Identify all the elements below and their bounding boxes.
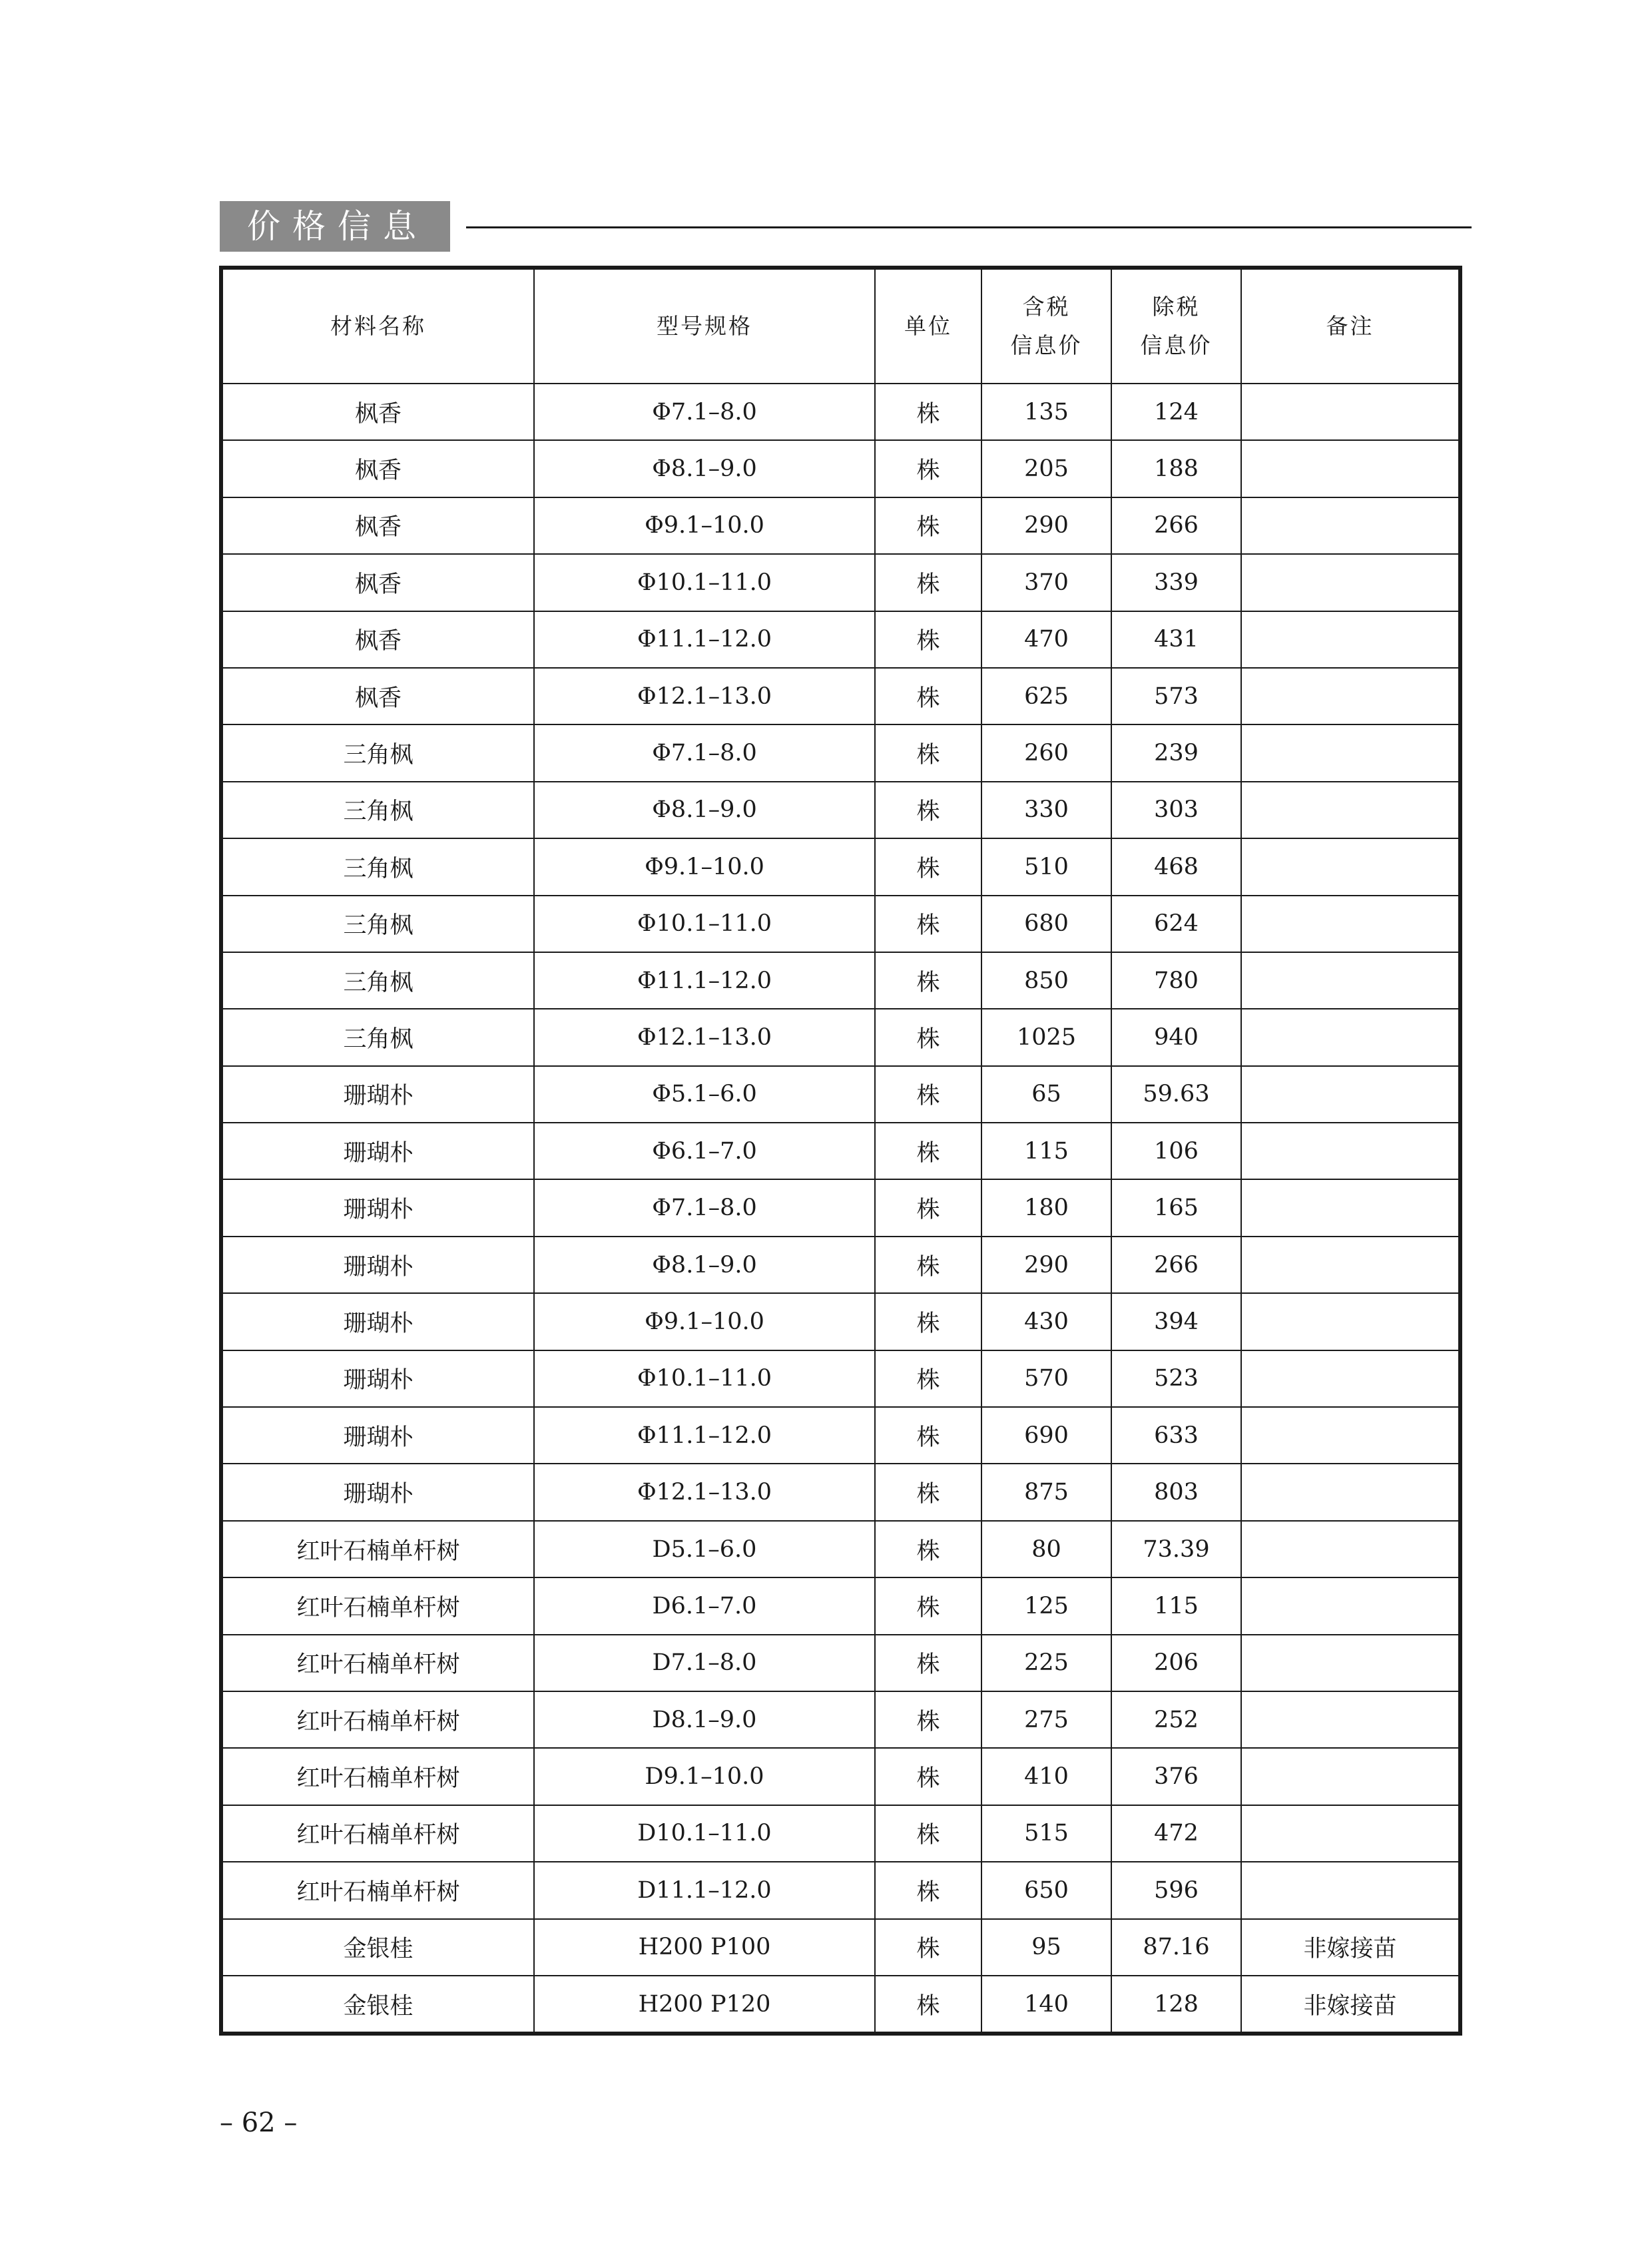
cell-model-spec: Φ10.1–11.0 (534, 1350, 875, 1407)
cell-unit: 株 (875, 1066, 981, 1123)
cell-tax-exclusive-price: 376 (1111, 1748, 1241, 1805)
cell-material-name: 红叶石楠单杆树 (221, 1521, 534, 1577)
cell-unit: 株 (875, 896, 981, 952)
cell-unit: 株 (875, 1464, 981, 1520)
cell-tax-exclusive-price: 252 (1111, 1691, 1241, 1748)
cell-tax-exclusive-price: 115 (1111, 1577, 1241, 1634)
cell-unit: 株 (875, 1748, 981, 1805)
cell-material-name: 金银桂 (221, 1919, 534, 1976)
cell-unit: 株 (875, 1179, 981, 1236)
table-row (221, 724, 1460, 781)
cell-tax-inclusive-price: 135 (981, 384, 1111, 440)
table-row (221, 1123, 1460, 1179)
cell-remarks (1241, 1009, 1460, 1065)
cell-model-spec: Φ12.1–13.0 (534, 1464, 875, 1520)
cell-tax-exclusive-price: 394 (1111, 1293, 1241, 1350)
cell-tax-exclusive-price: 59.63 (1111, 1066, 1241, 1123)
cell-material-name: 三角枫 (221, 838, 534, 895)
table-row (221, 1805, 1460, 1862)
cell-tax-exclusive-price: 780 (1111, 952, 1241, 1009)
cell-remarks (1241, 1123, 1460, 1179)
cell-unit: 株 (875, 782, 981, 838)
cell-model-spec: H200 P100 (534, 1919, 875, 1976)
cell-remarks (1241, 1066, 1460, 1123)
cell-model-spec: Φ10.1–11.0 (534, 896, 875, 952)
table-row (221, 1407, 1460, 1464)
cell-tax-inclusive-price: 410 (981, 1748, 1111, 1805)
cell-unit: 株 (875, 1123, 981, 1179)
cell-model-spec: D10.1–11.0 (534, 1805, 875, 1862)
cell-model-spec: Φ11.1–12.0 (534, 611, 875, 668)
cell-unit: 株 (875, 1919, 981, 1976)
header-material-name: 材料名称 (221, 268, 534, 384)
cell-unit: 株 (875, 1577, 981, 1634)
cell-remarks: 非嫁接苗 (1241, 1976, 1460, 2034)
cell-tax-exclusive-price: 266 (1111, 1237, 1241, 1293)
cell-model-spec: D7.1–8.0 (534, 1635, 875, 1691)
cell-material-name: 珊瑚朴 (221, 1179, 534, 1236)
cell-model-spec: D5.1–6.0 (534, 1521, 875, 1577)
cell-tax-exclusive-price: 239 (1111, 724, 1241, 781)
cell-material-name: 珊瑚朴 (221, 1407, 534, 1464)
cell-tax-exclusive-price: 188 (1111, 440, 1241, 497)
cell-tax-exclusive-price: 633 (1111, 1407, 1241, 1464)
table-row (221, 1237, 1460, 1293)
table-row (221, 952, 1460, 1009)
cell-unit: 株 (875, 554, 981, 611)
cell-material-name: 金银桂 (221, 1976, 534, 2034)
cell-material-name: 三角枫 (221, 896, 534, 952)
cell-material-name: 红叶石楠单杆树 (221, 1691, 534, 1748)
cell-unit: 株 (875, 952, 981, 1009)
cell-tax-exclusive-price: 303 (1111, 782, 1241, 838)
cell-tax-inclusive-price: 625 (981, 668, 1111, 724)
table-row (221, 1293, 1460, 1350)
cell-material-name: 三角枫 (221, 952, 534, 1009)
title-rule (466, 226, 1472, 228)
cell-material-name: 红叶石楠单杆树 (221, 1577, 534, 1634)
header-tax-exclusive-line2: 信息价 (1140, 332, 1213, 358)
page-number: – 62 – (220, 2108, 298, 2138)
cell-tax-inclusive-price: 690 (981, 1407, 1111, 1464)
cell-tax-inclusive-price: 470 (981, 611, 1111, 668)
cell-remarks (1241, 1577, 1460, 1634)
cell-model-spec: Φ12.1–13.0 (534, 1009, 875, 1065)
cell-tax-inclusive-price: 95 (981, 1919, 1111, 1976)
cell-model-spec: Φ7.1–8.0 (534, 1179, 875, 1236)
cell-unit: 株 (875, 1976, 981, 2034)
cell-tax-exclusive-price: 596 (1111, 1862, 1241, 1918)
header-tax-inclusive-line2: 信息价 (1010, 332, 1083, 358)
cell-model-spec: Φ11.1–12.0 (534, 1407, 875, 1464)
cell-material-name: 三角枫 (221, 1009, 534, 1065)
table-row (221, 1464, 1460, 1520)
cell-tax-exclusive-price: 468 (1111, 838, 1241, 895)
table-row (221, 782, 1460, 838)
cell-unit: 株 (875, 1350, 981, 1407)
header-tax-exclusive-price (1111, 268, 1241, 384)
cell-remarks: 非嫁接苗 (1241, 1919, 1460, 1976)
cell-tax-exclusive-price: 124 (1111, 384, 1241, 440)
cell-model-spec: D9.1–10.0 (534, 1748, 875, 1805)
cell-unit: 株 (875, 1237, 981, 1293)
cell-tax-inclusive-price: 180 (981, 1179, 1111, 1236)
cell-tax-inclusive-price: 225 (981, 1635, 1111, 1691)
cell-remarks (1241, 724, 1460, 781)
cell-tax-inclusive-price: 370 (981, 554, 1111, 611)
cell-tax-inclusive-price: 1025 (981, 1009, 1111, 1065)
cell-model-spec: Φ6.1–7.0 (534, 1123, 875, 1179)
cell-model-spec: H200 P120 (534, 1976, 875, 2034)
cell-remarks (1241, 1635, 1460, 1691)
table-row (221, 1691, 1460, 1748)
cell-material-name: 红叶石楠单杆树 (221, 1748, 534, 1805)
cell-tax-exclusive-price: 339 (1111, 554, 1241, 611)
cell-unit: 株 (875, 1521, 981, 1577)
table-row (221, 1521, 1460, 1577)
cell-tax-exclusive-price: 266 (1111, 497, 1241, 554)
cell-tax-inclusive-price: 205 (981, 440, 1111, 497)
cell-material-name: 珊瑚朴 (221, 1350, 534, 1407)
table-row (221, 497, 1460, 554)
cell-remarks (1241, 1179, 1460, 1236)
cell-model-spec: Φ7.1–8.0 (534, 724, 875, 781)
cell-unit: 株 (875, 1293, 981, 1350)
cell-tax-inclusive-price: 140 (981, 1976, 1111, 2034)
cell-material-name: 枫香 (221, 440, 534, 497)
header-model-spec: 型号规格 (534, 268, 875, 384)
cell-unit: 株 (875, 384, 981, 440)
cell-tax-inclusive-price: 290 (981, 1237, 1111, 1293)
table-row (221, 1009, 1460, 1065)
table-row (221, 668, 1460, 724)
cell-tax-exclusive-price: 165 (1111, 1179, 1241, 1236)
cell-tax-exclusive-price: 87.16 (1111, 1919, 1241, 1976)
table-row (221, 896, 1460, 952)
cell-material-name: 三角枫 (221, 724, 534, 781)
cell-tax-inclusive-price: 290 (981, 497, 1111, 554)
cell-material-name: 枫香 (221, 497, 534, 554)
cell-remarks (1241, 1805, 1460, 1862)
cell-remarks (1241, 668, 1460, 724)
cell-tax-exclusive-price: 523 (1111, 1350, 1241, 1407)
cell-remarks (1241, 838, 1460, 895)
table-row (221, 838, 1460, 895)
cell-tax-inclusive-price: 515 (981, 1805, 1111, 1862)
cell-unit: 株 (875, 1805, 981, 1862)
cell-remarks (1241, 1237, 1460, 1293)
cell-model-spec: D8.1–9.0 (534, 1691, 875, 1748)
cell-model-spec: Φ7.1–8.0 (534, 384, 875, 440)
cell-unit: 株 (875, 1407, 981, 1464)
cell-remarks (1241, 1521, 1460, 1577)
cell-material-name: 珊瑚朴 (221, 1123, 534, 1179)
table-row (221, 440, 1460, 497)
cell-tax-inclusive-price: 510 (981, 838, 1111, 895)
cell-model-spec: Φ9.1–10.0 (534, 838, 875, 895)
cell-tax-inclusive-price: 650 (981, 1862, 1111, 1918)
cell-model-spec: Φ10.1–11.0 (534, 554, 875, 611)
cell-remarks (1241, 384, 1460, 440)
cell-material-name: 珊瑚朴 (221, 1293, 534, 1350)
header-unit: 单位 (875, 268, 981, 384)
table-row (221, 1577, 1460, 1634)
cell-remarks (1241, 1748, 1460, 1805)
cell-unit: 株 (875, 1691, 981, 1748)
table-row (221, 611, 1460, 668)
cell-unit: 株 (875, 497, 981, 554)
table-row (221, 1635, 1460, 1691)
cell-model-spec: Φ11.1–12.0 (534, 952, 875, 1009)
cell-tax-exclusive-price: 128 (1111, 1976, 1241, 2034)
cell-tax-exclusive-price: 206 (1111, 1635, 1241, 1691)
cell-material-name: 珊瑚朴 (221, 1066, 534, 1123)
cell-material-name: 红叶石楠单杆树 (221, 1862, 534, 1918)
cell-remarks (1241, 1691, 1460, 1748)
header-tax-inclusive-line1: 含税 (1022, 294, 1071, 320)
cell-material-name: 红叶石楠单杆树 (221, 1635, 534, 1691)
cell-remarks (1241, 1464, 1460, 1520)
cell-tax-inclusive-price: 330 (981, 782, 1111, 838)
cell-tax-exclusive-price: 431 (1111, 611, 1241, 668)
table-row (221, 1748, 1460, 1805)
cell-tax-exclusive-price: 940 (1111, 1009, 1241, 1065)
cell-tax-inclusive-price: 65 (981, 1066, 1111, 1123)
table-row (221, 1919, 1460, 1976)
table-header-row (221, 268, 1460, 384)
cell-remarks (1241, 782, 1460, 838)
cell-tax-exclusive-price: 472 (1111, 1805, 1241, 1862)
cell-tax-inclusive-price: 125 (981, 1577, 1111, 1634)
cell-remarks (1241, 497, 1460, 554)
table-row (221, 554, 1460, 611)
cell-tax-inclusive-price: 850 (981, 952, 1111, 1009)
cell-remarks (1241, 1407, 1460, 1464)
cell-material-name: 枫香 (221, 611, 534, 668)
header-tax-exclusive-line1: 除税 (1152, 294, 1201, 320)
cell-unit: 株 (875, 1862, 981, 1918)
cell-model-spec: Φ5.1–6.0 (534, 1066, 875, 1123)
cell-tax-exclusive-price: 803 (1111, 1464, 1241, 1520)
cell-remarks (1241, 554, 1460, 611)
table-row (221, 1066, 1460, 1123)
cell-material-name: 枫香 (221, 384, 534, 440)
cell-material-name: 枫香 (221, 554, 534, 611)
cell-tax-exclusive-price: 624 (1111, 896, 1241, 952)
table-row (221, 1179, 1460, 1236)
cell-tax-inclusive-price: 115 (981, 1123, 1111, 1179)
cell-remarks (1241, 1350, 1460, 1407)
cell-model-spec: Φ12.1–13.0 (534, 668, 875, 724)
cell-unit: 株 (875, 440, 981, 497)
cell-remarks (1241, 611, 1460, 668)
cell-tax-inclusive-price: 430 (981, 1293, 1111, 1350)
cell-material-name: 珊瑚朴 (221, 1237, 534, 1293)
cell-unit: 株 (875, 1635, 981, 1691)
cell-remarks (1241, 1293, 1460, 1350)
cell-tax-exclusive-price: 573 (1111, 668, 1241, 724)
cell-unit: 株 (875, 668, 981, 724)
cell-remarks (1241, 1862, 1460, 1918)
cell-model-spec: Φ9.1–10.0 (534, 497, 875, 554)
cell-model-spec: D11.1–12.0 (534, 1862, 875, 1918)
cell-material-name: 枫香 (221, 668, 534, 724)
table-row (221, 1862, 1460, 1918)
cell-tax-exclusive-price: 73.39 (1111, 1521, 1241, 1577)
price-table (219, 266, 1462, 2036)
header-remarks: 备注 (1241, 268, 1460, 384)
cell-material-name: 三角枫 (221, 782, 534, 838)
cell-tax-exclusive-price: 106 (1111, 1123, 1241, 1179)
cell-model-spec: Φ8.1–9.0 (534, 1237, 875, 1293)
cell-unit: 株 (875, 838, 981, 895)
cell-model-spec: Φ8.1–9.0 (534, 782, 875, 838)
cell-tax-inclusive-price: 570 (981, 1350, 1111, 1407)
cell-material-name: 珊瑚朴 (221, 1464, 534, 1520)
cell-tax-inclusive-price: 275 (981, 1691, 1111, 1748)
cell-tax-inclusive-price: 875 (981, 1464, 1111, 1520)
cell-remarks (1241, 896, 1460, 952)
cell-model-spec: Φ8.1–9.0 (534, 440, 875, 497)
table-body (221, 384, 1460, 2034)
cell-model-spec: D6.1–7.0 (534, 1577, 875, 1634)
cell-model-spec: Φ9.1–10.0 (534, 1293, 875, 1350)
cell-unit: 株 (875, 724, 981, 781)
table-row (221, 1976, 1460, 2034)
table-row (221, 1350, 1460, 1407)
cell-unit: 株 (875, 611, 981, 668)
cell-remarks (1241, 952, 1460, 1009)
header-tax-inclusive-price (981, 268, 1111, 384)
cell-remarks (1241, 440, 1460, 497)
cell-unit: 株 (875, 1009, 981, 1065)
cell-tax-inclusive-price: 80 (981, 1521, 1111, 1577)
cell-tax-inclusive-price: 260 (981, 724, 1111, 781)
cell-tax-inclusive-price: 680 (981, 896, 1111, 952)
cell-material-name: 红叶石楠单杆树 (221, 1805, 534, 1862)
table-row (221, 384, 1460, 440)
section-title: 价格信息 (220, 201, 450, 252)
